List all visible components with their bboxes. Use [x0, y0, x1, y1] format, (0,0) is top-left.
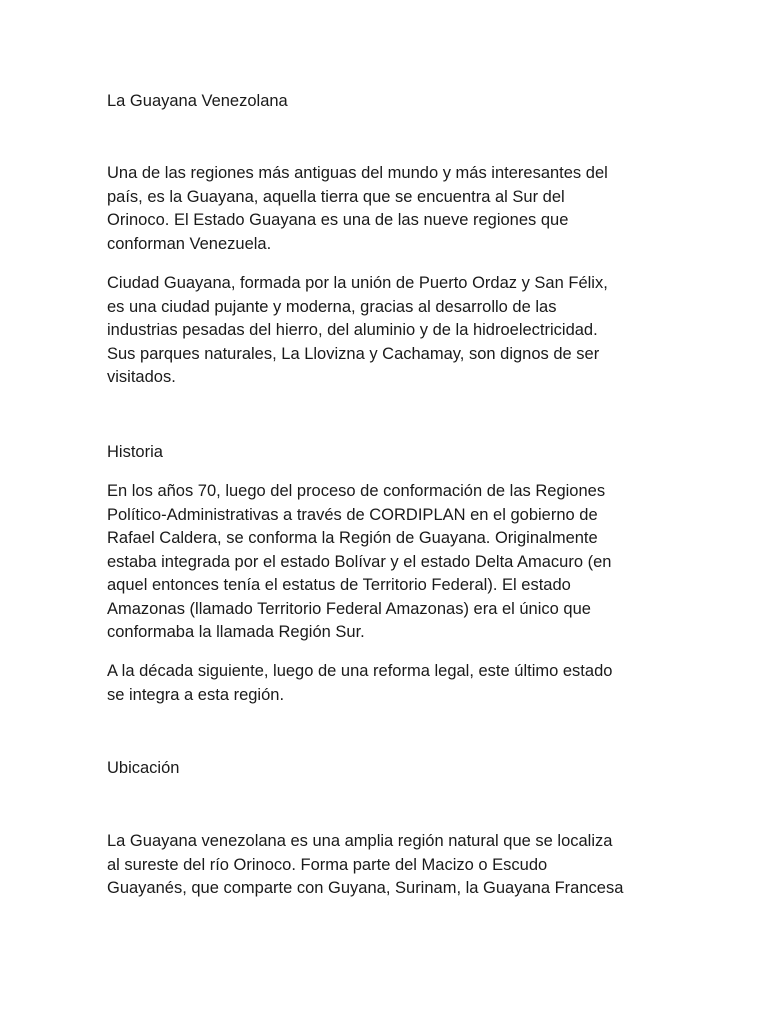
text-line: Rafael Caldera, se conforma la Región de Guayana. Originalmente: [107, 529, 598, 547]
text-line: se integra a esta región.: [107, 685, 285, 704]
text-line: Una de las regiones más antiguas del mundo y más interesantes del: [107, 164, 608, 182]
title-text: La Guayana Venezolana: [107, 92, 288, 110]
ubicacion-paragraph-1: [107, 830, 667, 901]
document-title: [107, 90, 667, 114]
text-line: Ciudad Guayana, formada por la unión de Puerto Ordaz y San Félix,: [107, 274, 608, 292]
text-line: industrias pesadas del hierro, del aluminio y de la hidroelectricidad.: [107, 321, 598, 339]
text-line: es una ciudad pujante y moderna, gracias al desarrollo de las: [107, 297, 557, 316]
intro-paragraph-1: [107, 162, 667, 256]
historia-heading: [107, 441, 667, 465]
text-line: Amazonas (llamado Territorio Federal Amazonas) era el único que: [107, 599, 591, 618]
text-line: A la década siguiente, luego de una reforma legal, este último estado: [107, 662, 613, 680]
text-line: Sus parques naturales, La Llovizna y Cachamay, son dignos de ser: [107, 344, 600, 363]
historia-paragraph-2: [107, 660, 667, 707]
section-heading: Historia: [107, 443, 163, 461]
text-line: visitados.: [107, 368, 176, 386]
ubicacion-heading: [107, 757, 667, 781]
text-line: En los años 70, luego del proceso de conformación de las Regiones: [107, 482, 606, 500]
text-line: al sureste del río Orinoco. Forma parte del Macizo o Escudo: [107, 855, 548, 874]
text-line: país, es la Guayana, aquella tierra que se encuentra al Sur del: [107, 187, 565, 206]
text-line: La Guayana venezolana es una amplia región natural que se localiza: [107, 832, 613, 850]
text-line: Político-Administrativas a través de CORDIPLAN en el gobierno de: [107, 505, 598, 524]
text-line: conforman Venezuela.: [107, 234, 272, 253]
text-line: Orinoco. El Estado Guayana es una de las nueve regiones que: [107, 211, 569, 229]
text-line: Guayanés, que comparte con Guyana, Surinam, la Guayana Francesa: [107, 879, 624, 897]
section-heading: Ubicación: [107, 759, 180, 777]
text-line: conformaba la llamada Región Sur.: [107, 623, 365, 641]
text-line: aquel entonces tenía el estatus de Territorio Federal). El estado: [107, 576, 571, 594]
intro-paragraph-2: [107, 272, 667, 390]
historia-paragraph-1: [107, 480, 667, 645]
text-line: estaba integrada por el estado Bolívar y el estado Delta Amacuro (en: [107, 552, 612, 571]
